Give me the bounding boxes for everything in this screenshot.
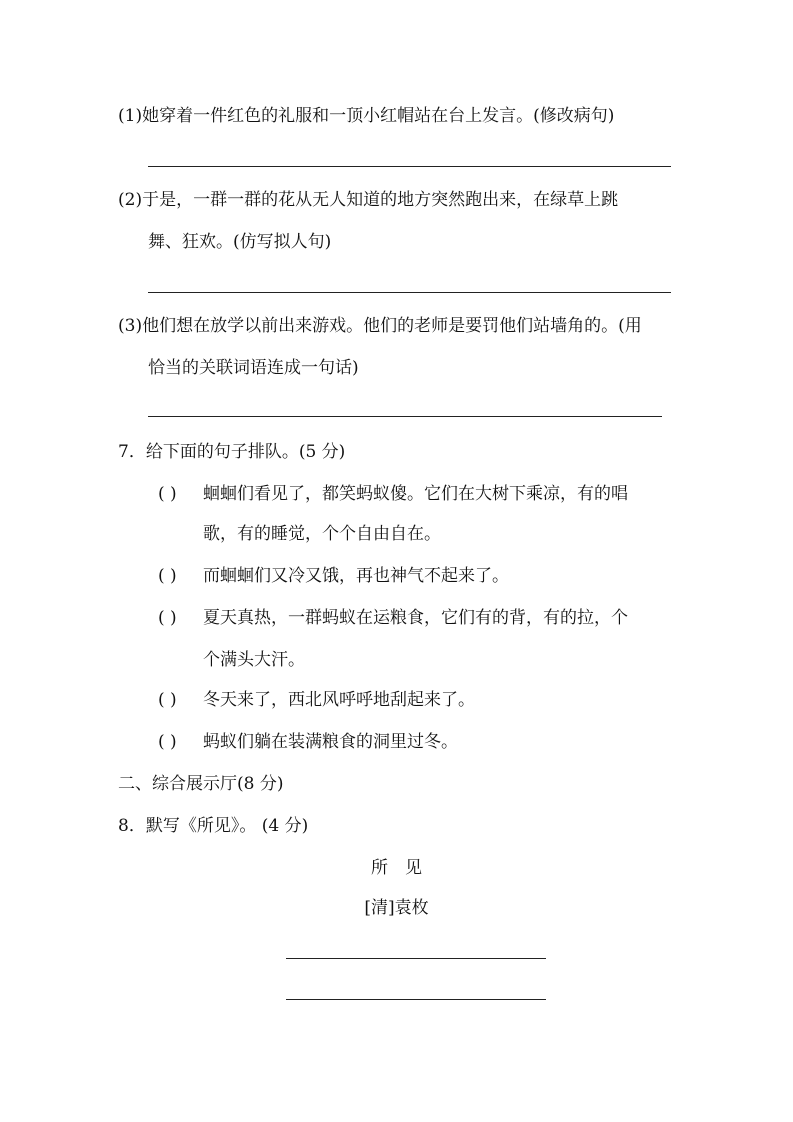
poem-author: [清]袁枚: [364, 898, 429, 918]
q7-blank-2[interactable]: ( ): [158, 566, 177, 586]
poem-answer-line-1[interactable]: [286, 958, 546, 959]
q7-sentence-3-line2: 个满头大汗。: [203, 650, 305, 670]
poem-answer-line-2[interactable]: [286, 999, 546, 1000]
poem-title: 所 见: [371, 858, 422, 878]
q6-item3-line2: 恰当的关联词语连成一句话): [148, 358, 359, 378]
section2-title: 二、综合展示厅(8 分): [118, 774, 284, 794]
answer-line-3[interactable]: [148, 416, 662, 417]
q7-blank-1[interactable]: ( ): [158, 484, 177, 504]
q7-sentence-2: 而蛔蛔们又冷又饿，再也神气不起来了。: [203, 566, 509, 586]
q6-item2-line1: (2)于是，一群一群的花从无人知道的地方突然跑出来，在绿草上跳: [118, 190, 619, 210]
q7-blank-3[interactable]: ( ): [158, 608, 177, 628]
q7-blank-5[interactable]: ( ): [158, 732, 177, 752]
q7-sentence-1-line1: 蛔蛔们看见了，都笑蚂蚁傻。它们在大树下乘凉，有的唱: [203, 484, 628, 504]
q7-title: 7．给下面的句子排队。(5 分): [118, 442, 346, 462]
q7-sentence-5: 蚂蚁们躺在装满粮食的洞里过冬。: [203, 732, 458, 752]
q7-blank-4[interactable]: ( ): [158, 690, 177, 710]
q7-sentence-3-line1: 夏天真热，一群蚂蚁在运粮食，它们有的背，有的拉，个: [203, 608, 628, 628]
q7-sentence-4: 冬天来了，西北风呼呼地刮起来了。: [203, 690, 475, 710]
q6-item2-line2: 舞、狂欢。(仿写拟人句): [148, 232, 332, 252]
answer-line-2[interactable]: [148, 292, 671, 293]
q7-sentence-1-line2: 歌，有的睡觉，个个自由自在。: [203, 524, 441, 544]
answer-line-1[interactable]: [148, 166, 671, 167]
q6-item1: (1)她穿着一件红色的礼服和一顶小红帽站在台上发言。(修改病句): [118, 106, 615, 126]
q6-item3-line1: (3)他们想在放学以前出来游戏。他们的老师是要罚他们站墙角的。(用: [118, 316, 642, 336]
q8-title: 8．默写《所见》。 (4 分): [118, 816, 309, 836]
